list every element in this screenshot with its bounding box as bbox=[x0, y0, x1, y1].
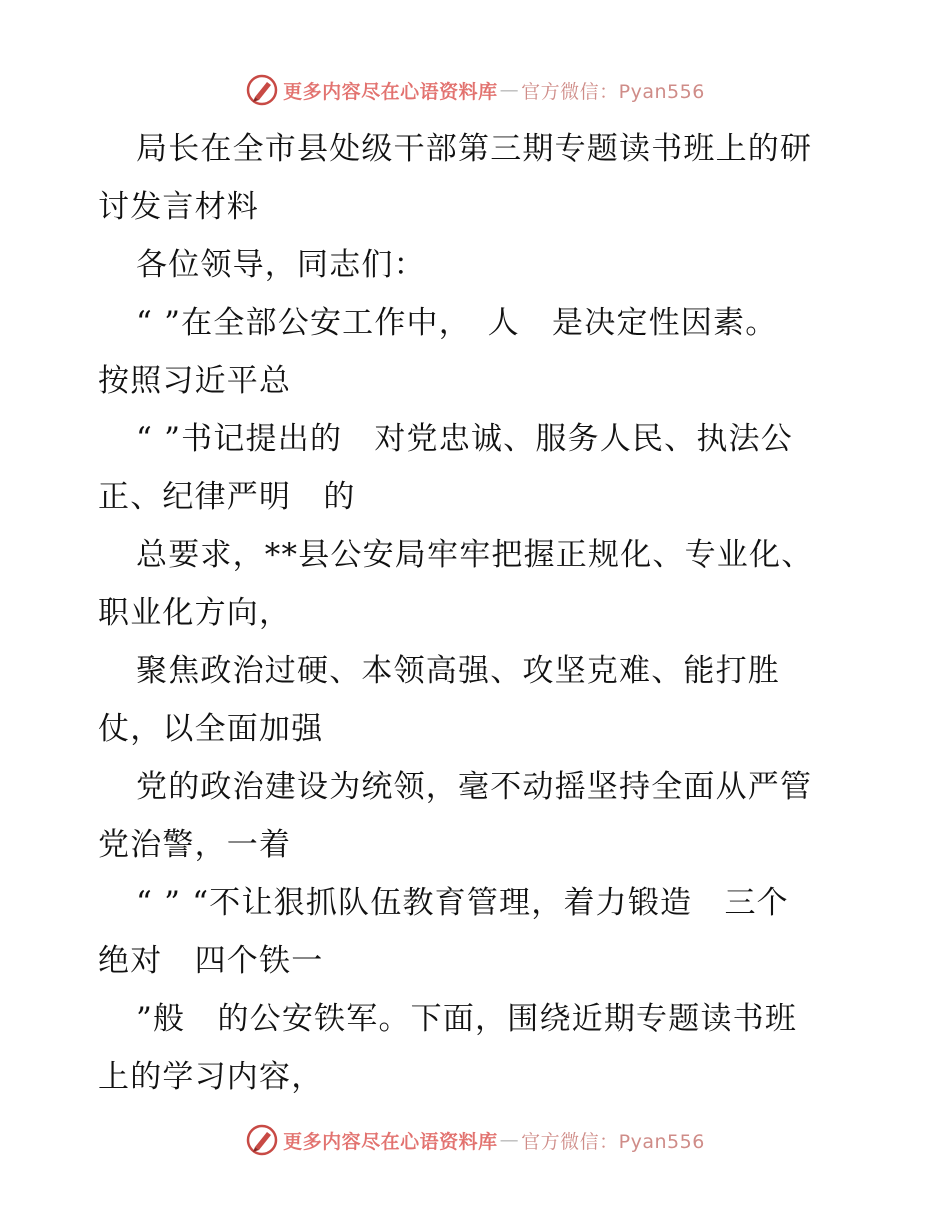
paragraph-line: 按照习近平总 bbox=[98, 363, 292, 399]
paragraph-line: 总要求，**县公安局牢牢把握正规化、专业化、 bbox=[136, 537, 814, 573]
greeting-line: 各位领导，同志们： bbox=[136, 247, 426, 283]
watermark-sub-text: 官方微信：Pyan556 bbox=[521, 1130, 705, 1153]
paragraph-line: 职业化方向， bbox=[98, 595, 292, 631]
document-title: 局长在全市县处级干部第三期专题读书班上的研 bbox=[136, 131, 813, 167]
watermark-main-text: 更多内容尽在心语资料库 bbox=[283, 1130, 498, 1153]
paragraph-line: 绝对 四个铁一 bbox=[98, 943, 324, 979]
watermark-main-text: 更多内容尽在心语资料库 bbox=[283, 80, 498, 103]
watermark-separator: — bbox=[499, 79, 520, 101]
paragraph-line: “ ”书记提出的 对党忠诚、服务人民、执法公 bbox=[136, 421, 793, 457]
watermark-banner-top bbox=[0, 70, 950, 110]
watermark-separator: — bbox=[499, 1129, 520, 1151]
paragraph-line: 党的政治建设为统领，毫不动摇坚持全面从严管 bbox=[136, 769, 813, 805]
paragraph-line: ”般 的公安铁军。下面，围绕近期专题读书班 bbox=[136, 1001, 798, 1037]
pen-logo-icon bbox=[245, 73, 279, 107]
paragraph-line: 正、纪律严明 的 bbox=[98, 479, 356, 515]
paragraph-line: 聚焦政治过硬、本领高强、攻坚克难、能打胜 bbox=[136, 653, 780, 689]
paragraph-line: “ ”在全部公安工作中， 人 是决定性因素。 bbox=[136, 305, 778, 341]
document-body bbox=[98, 120, 858, 1106]
paragraph-line: 党治警，一着 bbox=[98, 827, 292, 863]
paragraph-line: 上的学习内容， bbox=[98, 1059, 324, 1095]
watermark-banner-bottom bbox=[0, 1120, 950, 1160]
document-title-continued: 讨发言材料 bbox=[98, 189, 259, 225]
paragraph-line: “ ” “不让狠抓队伍教育管理，着力锻造 三个 bbox=[136, 885, 789, 921]
paragraph-line: 仗，以全面加强 bbox=[98, 711, 324, 747]
watermark-sub-text: 官方微信：Pyan556 bbox=[521, 80, 705, 103]
pen-logo-icon bbox=[245, 1123, 279, 1157]
